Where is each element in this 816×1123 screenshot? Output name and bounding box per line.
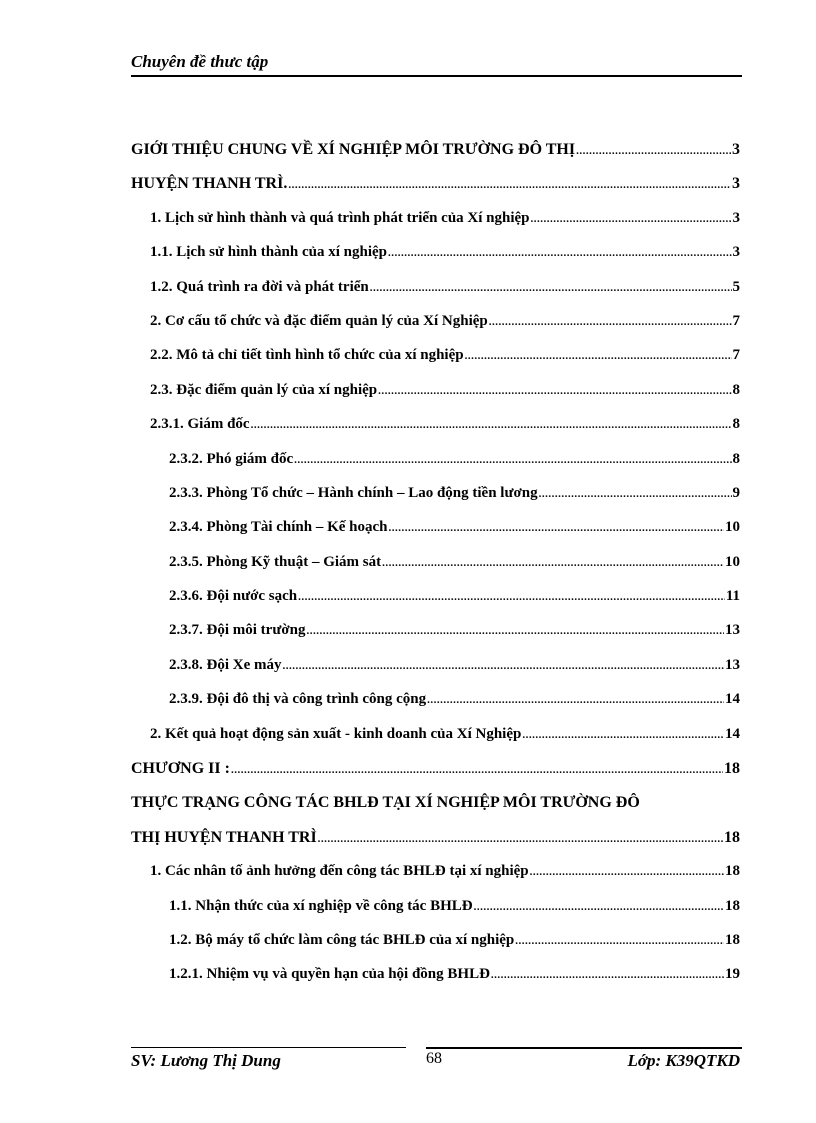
- toc-entry-text: 1.2. Quá trình ra đời và phát triển: [150, 278, 369, 295]
- toc-entry-text: THỰC TRẠNG CÔNG TÁC BHLĐ TẠI XÍ NGHIỆP MÔI TRƯỜNG ĐÔ: [131, 794, 640, 812]
- toc-entry[interactable]: [131, 760, 740, 794]
- toc-leader-dots: [491, 969, 724, 981]
- toc-entry[interactable]: [131, 244, 740, 278]
- toc-entry-text: CHƯƠNG II :: [131, 760, 230, 778]
- toc-page-number: 18: [724, 828, 740, 846]
- toc-page-number: 3: [732, 175, 740, 193]
- toc-leader-dots: [531, 213, 732, 225]
- toc-entry[interactable]: [131, 966, 740, 1000]
- toc-leader-dots: [294, 454, 731, 466]
- toc-leader-dots: [489, 316, 732, 328]
- toc-entry[interactable]: [131, 382, 740, 416]
- toc-page-number: 7: [732, 312, 740, 329]
- toc-leader-dots: [288, 179, 731, 191]
- toc-leader-dots: [251, 419, 732, 431]
- toc-page-number: 3: [732, 244, 740, 261]
- toc-page-number: 8: [732, 450, 740, 467]
- toc-leader-dots: [378, 385, 731, 397]
- toc-entry[interactable]: [131, 554, 740, 588]
- toc-page-number: 13: [725, 656, 740, 673]
- toc-entry[interactable]: [131, 657, 740, 691]
- toc-entry-text: 2. Cơ cấu tổ chức và đặc điểm quản lý của Xí Nghiệp: [150, 312, 488, 329]
- toc-entry-text: 1. Lịch sử hình thành và quá trình phát triển của Xí nghiệp: [150, 209, 530, 226]
- toc-page-number: 9: [732, 484, 740, 501]
- toc-entry-text: 2.3. Đặc điểm quản lý của xí nghiệp: [150, 381, 378, 398]
- toc-leader-dots: [388, 247, 732, 259]
- toc-page-number: 18: [725, 897, 740, 914]
- toc-page-number: 18: [725, 863, 740, 880]
- toc-entry[interactable]: [131, 691, 740, 725]
- toc-page-number: 8: [732, 416, 740, 433]
- toc-entry-text: 1.2. Bộ máy tổ chức làm công tác BHLĐ của xí nghiệp: [169, 931, 515, 948]
- header-title: Chuyên đề thưc tập: [131, 52, 269, 71]
- table-of-contents: [131, 141, 740, 1001]
- toc-entry[interactable]: [131, 313, 740, 347]
- toc-entry[interactable]: [131, 279, 740, 313]
- toc-leader-dots: [465, 350, 732, 362]
- footer-rule-left: [131, 1047, 406, 1048]
- toc-page-number: 18: [725, 931, 740, 948]
- toc-entry[interactable]: [131, 863, 740, 897]
- toc-entry[interactable]: [131, 416, 740, 450]
- toc-entry[interactable]: [131, 210, 740, 244]
- toc-entry[interactable]: [131, 726, 740, 760]
- toc-entry-text: 1. Các nhân tố ảnh hưởng đến công tác BHLĐ tại xí nghiệp: [150, 863, 529, 880]
- toc-page-number: 10: [725, 553, 740, 570]
- toc-leader-dots: [539, 488, 732, 500]
- toc-entry[interactable]: [131, 485, 740, 519]
- toc-entry-text: 2.3.6. Đội nước sạch: [169, 588, 298, 605]
- toc-entry[interactable]: [131, 175, 740, 209]
- toc-leader-dots: [382, 557, 724, 569]
- toc-entry-text: 2.3.2. Phó giám đốc: [169, 450, 294, 467]
- toc-entry-text: 2.3.8. Đội Xe máy: [169, 656, 282, 673]
- toc-page-number: 18: [724, 760, 740, 778]
- toc-leader-dots: [474, 901, 724, 913]
- toc-page-number: 10: [725, 519, 740, 536]
- toc-page-number: 14: [725, 691, 740, 708]
- toc-leader-dots: [298, 591, 725, 603]
- toc-entry[interactable]: [131, 451, 740, 485]
- toc-leader-dots: [389, 522, 724, 534]
- toc-page-number: 19: [725, 966, 740, 983]
- toc-entry[interactable]: [131, 622, 740, 656]
- toc-page-number: 3: [732, 141, 740, 158]
- footer-student-name: SV: Lương Thị Dung: [131, 1051, 281, 1070]
- toc-leader-dots: [530, 866, 724, 878]
- footer-class: Lớp: K39QTKD: [627, 1051, 740, 1070]
- toc-entry[interactable]: [131, 519, 740, 553]
- toc-leader-dots: [427, 694, 724, 706]
- toc-entry-text: 2.2. Mô tả chỉ tiết tình hình tổ chức của xí nghiệp: [150, 347, 464, 364]
- toc-entry-text: 1.1. Nhận thức của xí nghiệp về công tác BHLĐ: [169, 897, 473, 914]
- toc-entry-text: 2.3.9. Đội đô thị và công trình công cộng: [169, 691, 427, 708]
- toc-entry-text: 2.3.5. Phòng Kỹ thuật – Giám sát: [169, 553, 382, 570]
- toc-page-number: 14: [725, 725, 740, 742]
- toc-entry-heading[interactable]: [131, 794, 740, 828]
- toc-entry-text: 2.3.4. Phòng Tài chính – Kế hoạch: [169, 519, 388, 536]
- toc-leader-dots: [318, 833, 723, 845]
- footer-rule-right: [426, 1047, 742, 1049]
- toc-entry-text: 2.3.1. Giám đốc: [150, 416, 250, 433]
- toc-entry[interactable]: [131, 141, 740, 175]
- footer-page-number: 68: [426, 1050, 442, 1067]
- toc-page-number: 8: [732, 381, 740, 398]
- toc-leader-dots: [576, 145, 731, 157]
- toc-entry-text: 1.2.1. Nhiệm vụ và quyền hạn của hội đồng BHLĐ: [169, 966, 490, 983]
- toc-entry[interactable]: [131, 829, 740, 863]
- toc-leader-dots: [370, 282, 732, 294]
- toc-page-number: 11: [725, 588, 740, 605]
- toc-entry-text: GIỚI THIỆU CHUNG VỀ XÍ NGHIỆP MÔI TRƯỜNG ĐÔ THỊ: [131, 141, 576, 158]
- toc-entry[interactable]: [131, 588, 740, 622]
- toc-leader-dots: [515, 935, 724, 947]
- toc-entry-text: HUYỆN THANH TRÌ.: [131, 175, 288, 193]
- toc-entry[interactable]: [131, 347, 740, 381]
- toc-page-number: 5: [732, 278, 740, 295]
- toc-entry-text: 2.3.7. Đội môi trường: [169, 622, 306, 639]
- toc-leader-dots: [231, 764, 723, 776]
- toc-entry-text: 1.1. Lịch sử hình thành của xí nghiệp: [150, 244, 387, 261]
- toc-entry-text: 2. Kết quả hoạt động sản xuất - kinh doanh của Xí Nghiệp: [150, 725, 522, 742]
- toc-entry-text: THỊ HUYỆN THANH TRÌ: [131, 828, 317, 846]
- toc-leader-dots: [306, 625, 724, 637]
- header-rule: [131, 75, 742, 77]
- toc-page-number: 13: [725, 622, 740, 639]
- toc-leader-dots: [522, 729, 724, 741]
- toc-page-number: 3: [732, 209, 740, 226]
- toc-entry[interactable]: [131, 898, 740, 932]
- toc-leader-dots: [283, 660, 725, 672]
- toc-entry[interactable]: [131, 932, 740, 966]
- toc-entry-text: 2.3.3. Phòng Tổ chức – Hành chính – Lao động tiền lương: [169, 484, 538, 501]
- toc-page-number: 7: [732, 347, 740, 364]
